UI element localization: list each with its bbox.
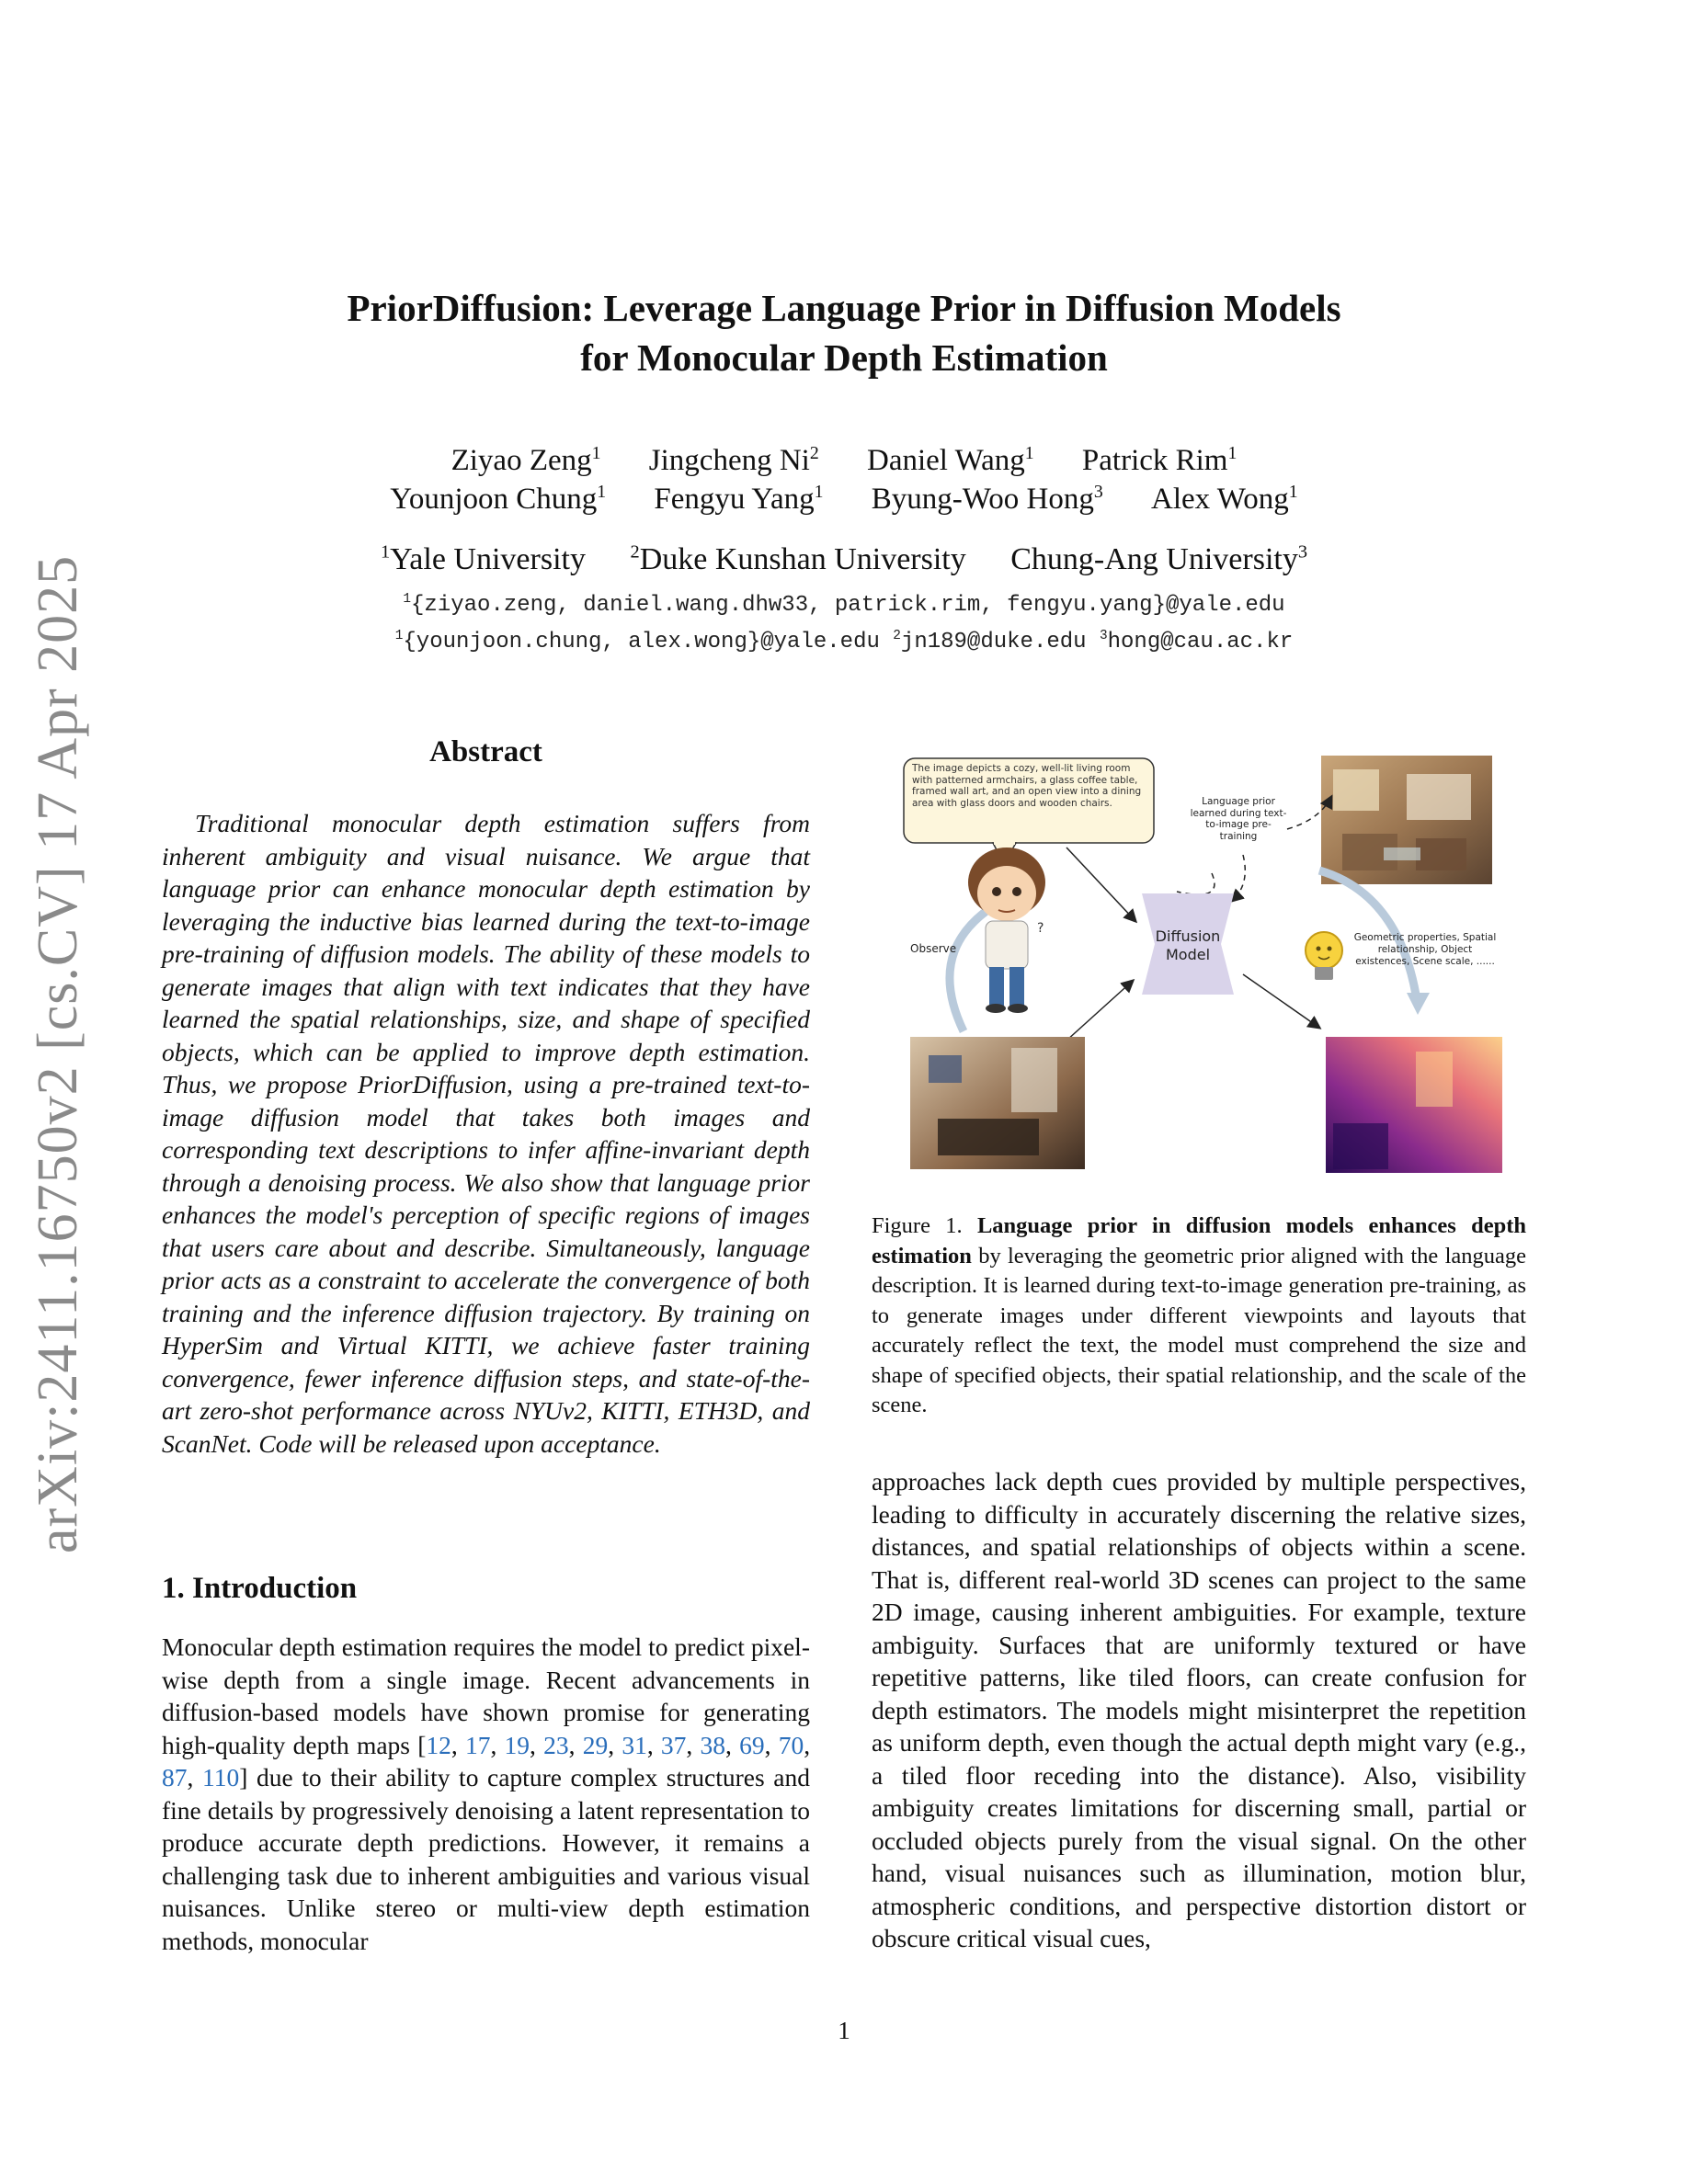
citation-link[interactable]: 110 xyxy=(201,1763,240,1792)
paper-title xyxy=(0,283,1688,382)
abstract-body xyxy=(162,807,810,1460)
affiliation: Chung-Ang University$^3$ xyxy=(1010,541,1308,576)
citation-link[interactable]: 19 xyxy=(504,1730,530,1759)
affiliation: $^2$Duke Kunshan University xyxy=(630,541,966,576)
caption-rest: by leveraging the geometric prior aligned with the language description. It is learned during text-to-image generation pre-training, as to generate images under different viewpoints and layouts that accurately reflect the text, the model must comprehend the size and shape of specified objects, their spatial relationship, and the scale of the scene. xyxy=(872,1243,1527,1417)
diffusion-label-2: Model xyxy=(1165,946,1211,963)
person-illustration xyxy=(968,847,1045,1013)
author: Patrick Rim$^1$ xyxy=(1081,443,1237,477)
author: Daniel Wang$^1$ xyxy=(866,443,1034,477)
arxiv-stamp: arXiv:2411.16750v2 [cs.CV] 17 Apr 2025 xyxy=(27,554,89,1553)
lightbulb-icon xyxy=(1306,932,1342,980)
intro-body xyxy=(162,1631,810,1957)
email-line-1: $^1${ziyao.zeng, daniel.wang.dhw33, patrick.rim, fengyu.yang}@yale.edu xyxy=(403,592,1285,618)
language-prior-label: Language prior learned during text-to-image pre-training xyxy=(1190,796,1287,842)
rgb-living-room-image xyxy=(1321,756,1492,884)
intro-paragraph: Monocular depth estimation requires the model to predict pixel-wise depth from a single image. Recent advancements in diffusion-based models have shown promise for generating high-quality depth maps [12, 17, 19, 23, 29, 31, 37, 38, 69, 70, 87, 110] due to their ability to capture complex structures and fine details by progressively denoising a latent representation to produce accurate depth predictions. However, it remains a challenging task due to inherent ambiguities and various visual nuisances. Unlike stereo or multi-view depth estimation methods, monocular xyxy=(162,1632,811,1955)
intro-heading: 1. Introduction xyxy=(162,1572,358,1605)
author: Jingcheng Ni$^2$ xyxy=(648,443,819,477)
speech-bubble xyxy=(904,758,1154,864)
abstract-text: Traditional monocular depth estimation suffers from inherent ambiguity and visual nuisance. We argue that language prior can enhance monocular depth estimation by leveraging the inductive bias learned during the text-to-image pre-training of diffusion models. The ability of these models to generate images that align with text indicates that they have learned the spatial relationships, size, and shape of specified objects, which can be applied to improve depth estimation. Thus, we propose PriorDiffusion, using a pre-trained text-to-image diffusion model that takes both images and corresponding text descriptions to infer affine-invariant depth through a denoising process. We also show that language prior enhances the model's perception of specific regions of images that users care about and describe. Simultaneously, language prior acts as a constraint to accelerate the convergence of both training and the inference diffusion trajectory. By training on HyperSim and Virtual KITTI, we achieve faster training convergence, fewer inference diffusion steps, and state-of-the-art zero-shot performance across NYUv2, KITTI, ETH3D, and ScanNet. Code will be released upon acceptance. xyxy=(162,809,810,1458)
citation-link[interactable]: 37 xyxy=(660,1730,687,1759)
arrow-text-to-model xyxy=(1066,847,1135,921)
diffusion-label-1: Diffusion xyxy=(1155,927,1221,945)
affiliations xyxy=(0,542,1688,577)
citation-link[interactable]: 87 xyxy=(162,1763,188,1792)
author: Fengyu Yang$^1$ xyxy=(654,482,824,516)
authors-row-2 xyxy=(0,480,1688,518)
arrow-model-to-depth xyxy=(1243,974,1319,1028)
email-line-2: $^1${younjoon.chung, alex.wong}@yale.edu $^2$jn189@duke.edu $^3$hong@cau.ac.kr xyxy=(394,629,1294,654)
right-column-body xyxy=(872,1465,1526,1955)
affiliation: $^1$Yale University xyxy=(380,541,586,576)
title-line-1: PriorDiffusion: Leverage Language Prior in Diffusion Models xyxy=(347,287,1341,329)
page-number: 1 xyxy=(838,2017,850,2044)
speech-bubble-text: The image depicts a cozy, well-lit living room with patterned armchairs, a glass coffee table, framed wall art, and an open view into a dining area with glass doors and wooden chairs. xyxy=(912,763,1142,809)
diffusion-model-block xyxy=(1142,893,1234,995)
citation-link[interactable]: 70 xyxy=(778,1730,804,1759)
figure-caption xyxy=(872,1211,1526,1421)
authors-row-1 xyxy=(0,441,1688,480)
citation-link[interactable]: 69 xyxy=(739,1730,765,1759)
caption-bold: Language prior in diffusion models enhances depth estimation xyxy=(872,1213,1526,1268)
geometric-properties-label: Geometric properties, Spatial relationship, Object existences, Scene scale, ...... xyxy=(1353,932,1497,967)
question-mark: ? xyxy=(1037,921,1044,936)
right-column-paragraph: approaches lack depth cues provided by multiple perspectives, leading to difficulty in accurately discerning the relative sizes, distances, and spatial relationships of objects within a scene. That is, different real-world 3D scenes can project to the same 2D image, causing inherent ambiguities. For example, texture ambiguity. Surfaces that are uniformly textured or have repetitive patterns, like tiled floors, can create confusion for depth estimators. The models might misinterpret the repetition as uniform depth, even though the actual depth might vary (e.g., a tiled floor receding into the distance). Also, visibility ambiguity creates limitations for discerning small, partial or occluded objects purely from the visual signal. On the other hand, visual nuisances such as illumination, motion blur, atmospheric conditions, and perspective distortion distort or obscure critical visual cues, xyxy=(872,1467,1526,1952)
citation-link[interactable]: 38 xyxy=(700,1730,726,1759)
author: Ziyao Zeng$^1$ xyxy=(451,443,601,477)
figure-1 xyxy=(901,756,1508,1188)
citation-link[interactable]: 17 xyxy=(464,1730,491,1759)
abstract-heading: Abstract xyxy=(429,735,542,768)
citation-link[interactable]: 12 xyxy=(426,1730,451,1759)
arrow-image-to-model xyxy=(1066,981,1133,1041)
input-room-image xyxy=(910,1037,1085,1169)
observe-label: Observe xyxy=(910,942,957,955)
title-line-2: for Monocular Depth Estimation xyxy=(580,336,1108,379)
author: Byung-Woo Hong$^3$ xyxy=(871,482,1103,516)
author: Alex Wong$^1$ xyxy=(1150,482,1298,516)
dashed-arrow xyxy=(1177,873,1215,894)
citation-link[interactable]: 23 xyxy=(543,1730,569,1759)
depth-map-image xyxy=(1326,1037,1502,1173)
caption-prefix: Figure 1. xyxy=(872,1213,963,1238)
citation-link[interactable]: 29 xyxy=(582,1730,609,1759)
citation-link[interactable]: 31 xyxy=(622,1730,647,1759)
author: Younjoon Chung$^1$ xyxy=(390,482,607,516)
